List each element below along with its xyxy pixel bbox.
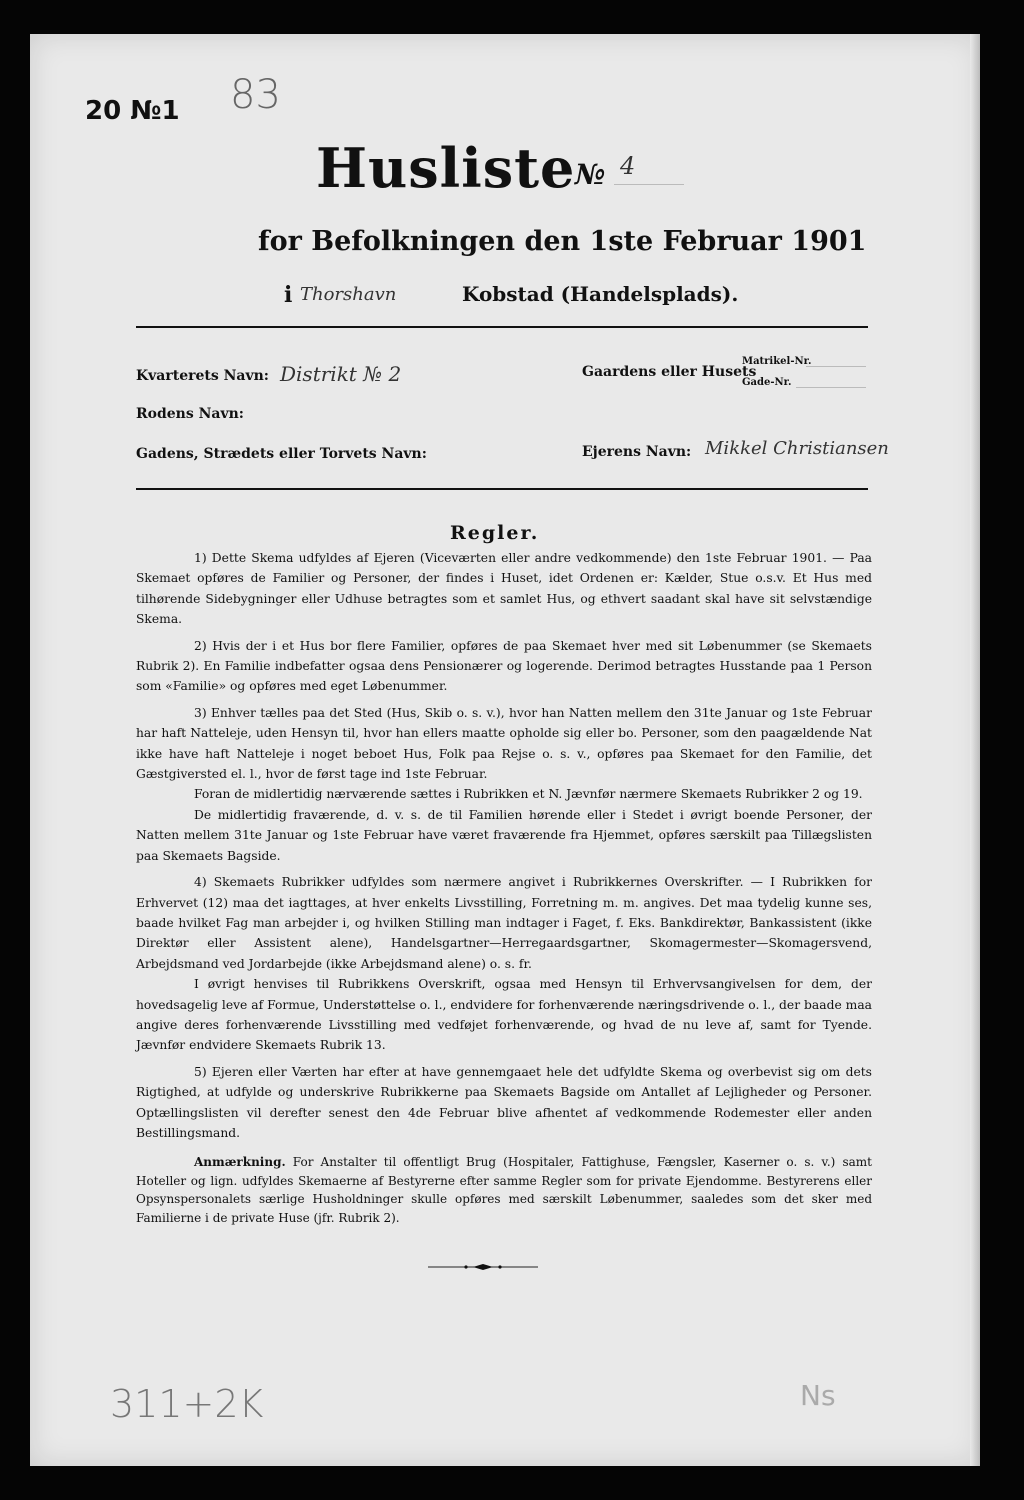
note-text: For Anstalter til offentligt Brug (Hospitaler, Fattighuse, Fængsler, Kaserner o. s. v.) samt Hoteller og lign. udfyldes Skemaerne af Bestyrerne efter samme Regler som for private Ejendomme. Bestyrerens eller Opsynspersonalets særlige Husholdninger skulle opføres med særskilt Løbenummer, saaledes som det sker med Familierne i de private Huse (jfr. Rubrik 2). bbox=[136, 1155, 872, 1225]
form-subtitle: for Befolkningen den 1ste Februar 1901 bbox=[258, 226, 867, 257]
rule-5: 5) Ejeren eller Værten har efter at have gennemgaaet hele det udfyldte Skema og overbevist sig om dets Rigtighed, at udfylde og underskrive Rubrikkerne paa Skemaets Bagside om Antallet af Lejligheder og Personer. Optællingslisten vil derefter senest den 4de Februar blive afhentet af vedkommende Rodemester eller anden Bestillingsmand. bbox=[136, 1064, 872, 1140]
form-title: Husliste bbox=[316, 136, 576, 200]
rules-heading: Regler. bbox=[450, 522, 540, 544]
form-number-label: № bbox=[575, 158, 606, 191]
rule-4b: I øvrigt henvises til Rubrikkens Overskrift, ogsaa med Hensyn til Erhvervsangivelsen for dem, der hovedsagelig leve af Formue, Understøttelse o. l., endvidere for forhenværende næringsdrivende o. l., der baade maa angive deres forhenværende Livsstilling med vedføjet forhenværende, og hvad de nu leve af, samt for Tyende. Jævnfør endvidere Skemaets Rubrik 13. bbox=[136, 977, 872, 1053]
bottom-right-pencil-note: Ns bbox=[800, 1379, 836, 1412]
ejer-label: Ejerens Navn: bbox=[582, 444, 692, 460]
rode-label: Rodens Navn: bbox=[136, 406, 244, 422]
matrikel-label: Matrikel-Nr. bbox=[742, 356, 812, 367]
rule-3a: 3) Enhver tælles paa det Sted (Hus, Skib o. s. v.), hvor han Natten mellem den 31te Januar og 1ste Februar har haft Natteleje, uden Hensyn til, hvor han ellers maatte opholde sig eller bo. Personer, som den paagældende Nat ikke have haft Natteleje i noget beboet Hus, Folk paa Rejse o. s. v., opføres paa Skemaet for den Familie, det Gæstgiversted el. l., hvor de først tage ind 1ste Februar. bbox=[136, 705, 872, 782]
note-heading: Anmærkning. bbox=[194, 1155, 286, 1170]
gadenr-label: Gade-Nr. bbox=[742, 377, 792, 388]
rule-1: 1) Dette Skema udfyldes af Ejeren (Viceværten eller andre vedkommende) den 1ste Februar 1901. — Paa Skemaet opføres de Familier og Personer, der findes i Huset, idet Ordenen er: Kælder, Stue o.s.v. Et Hus med tilhørende Sidebygninger eller Udhuse betragtes som et samlet Hus, og ethvert saadant skal have sit selvstændige Skema. bbox=[136, 551, 872, 627]
rules-body bbox=[136, 548, 872, 1233]
place-suffix: Kobstad (Handelsplads). bbox=[462, 282, 739, 306]
rule-4a: 4) Skemaets Rubrikker udfyldes som nærmere angivet i Rubrikkernes Overskrifter. — I Rubrikken for Erhvervet (12) maa det iagttages, at hver enkelts Livsstilling, Forretning m. m. angives. Det maa tydelig kunne ses, baade hvilket Fag man arbejder i, og hvilken Stilling man indtager i Faget, f. Eks. Bankdirektør, Bankassistent (ikke Direktør eller Assistent alene), Handelsgartner—Herregaardsgartner, Skomagermester—Skomagersvend, Arbejdsmand ved Jordarbejde (ikke Arbejdsmand alene) o. s. fr. bbox=[136, 875, 872, 971]
rule-3c: De midlertidig fraværende, d. v. s. de til Familien hørende eller i Stedet i øvrigt boende Personer, der Natten mellem 31te Januar og 1ste Februar have været fraværende fra Hjemmet, opføres særskilt paa Tillægslisten paa Skemaets Bagside. bbox=[136, 807, 872, 863]
bottom-left-pencil-note: 311+2K bbox=[110, 1382, 264, 1426]
divider-bottom bbox=[136, 488, 868, 490]
gade-label: Gadens, Strædets eller Torvets Navn: bbox=[136, 446, 427, 462]
census-form-sheet bbox=[30, 34, 980, 1466]
kvarter-label: Kvarterets Navn: bbox=[136, 368, 269, 384]
ejer-value: Mikkel Christiansen bbox=[705, 438, 889, 459]
kvarter-value: Distrikt № 2 bbox=[280, 362, 402, 386]
place-prefix: i bbox=[284, 282, 293, 308]
place-value: Thorshavn bbox=[300, 284, 397, 305]
ornament-divider-icon bbox=[428, 1263, 538, 1271]
form-number-value: 4 bbox=[620, 152, 636, 180]
note-paragraph bbox=[136, 1153, 872, 1227]
gaard-label: Gaardens eller Husets bbox=[582, 364, 757, 380]
pencil-number: 83 bbox=[230, 72, 281, 118]
rule-2: 2) Hvis der i et Hus bor flere Familier, opføres de paa Skemaet hver med sit Løbenummer (se Skemaets Rubrik 2). En Familie indbefatter ogsaa dens Pensionærer og logerende. Derimod betragtes Husstande paa 1 Person som «Familie» og opføres med eget Løbenummer. bbox=[136, 638, 872, 694]
rule-3b: Foran de midlertidig nærværende sættes i Rubrikken et N. Jævnfør nærmere Skemaets Rubrikker 2 og 19. bbox=[194, 787, 863, 802]
divider-top bbox=[136, 326, 868, 328]
archive-number: 20 №1 bbox=[85, 96, 180, 126]
